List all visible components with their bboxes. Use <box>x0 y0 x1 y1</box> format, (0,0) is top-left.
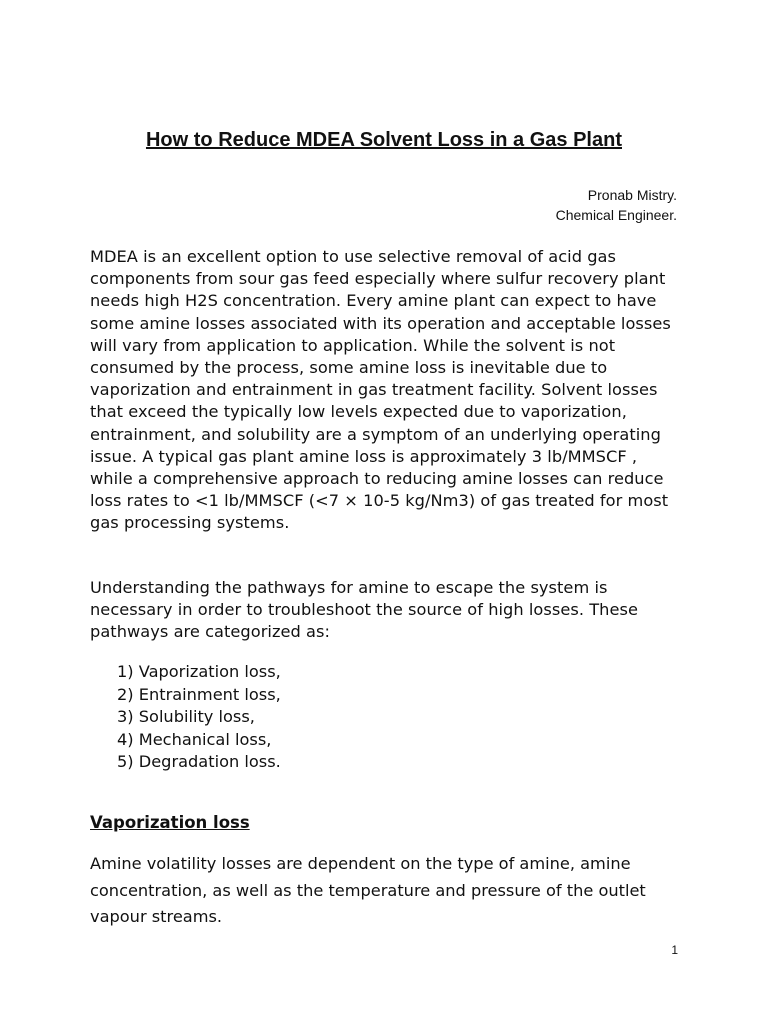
pathways-list <box>117 661 281 774</box>
list-item: 3) Solubility loss, <box>117 707 255 726</box>
section-heading: Vaporization loss <box>90 813 250 832</box>
list-item: 5) Degradation loss. <box>117 752 281 771</box>
list-item: 1) Vaporization loss, <box>117 662 281 681</box>
list-item: 4) Mechanical loss, <box>117 729 272 749</box>
section-paragraph: Amine volatility losses are dependent on the type of amine, amine concentration, as well as the temperature and pressure of the outlet vapour streams. <box>90 854 646 926</box>
pathways-paragraph: Understanding the pathways for amine to escape the system is necessary in order to troubleshoot the source of high losses. These pathways are categorized as: <box>90 578 638 642</box>
intro-paragraph: MDEA is an excellent option to use selective removal of acid gas components from sour gas feed especially where sulfur recovery plant needs high H2S concentration. Every amine plant can expect to have some amine losses associated with its operation and acceptable losses will vary from application to application. While the solvent is not consumed by the process, some amine loss is inevitable due to vaporization and entrainment in gas treatment facility. Solvent losses that exceed the typically low levels expected due to vaporization, entrainment, and solubility are a symptom of an underlying operating issue. A typical gas plant amine loss is approximately 3 lb/MMSCF , while a comprehensive approach to reducing amine losses can reduce loss rates to <1 lb/MMSCF (<7 × 10-5 kg/Nm3) of gas treated for most gas processing systems. <box>90 247 671 533</box>
list-item: 2) Entrainment loss, <box>117 684 281 704</box>
author-role: Chemical Engineer. <box>555 207 677 223</box>
document-title: How to Reduce MDEA Solvent Loss in a Gas Plant <box>145 129 622 151</box>
page-number: 1 <box>671 943 678 957</box>
author-name: Pronab Mistry. <box>587 187 677 203</box>
author-block <box>556 185 677 225</box>
